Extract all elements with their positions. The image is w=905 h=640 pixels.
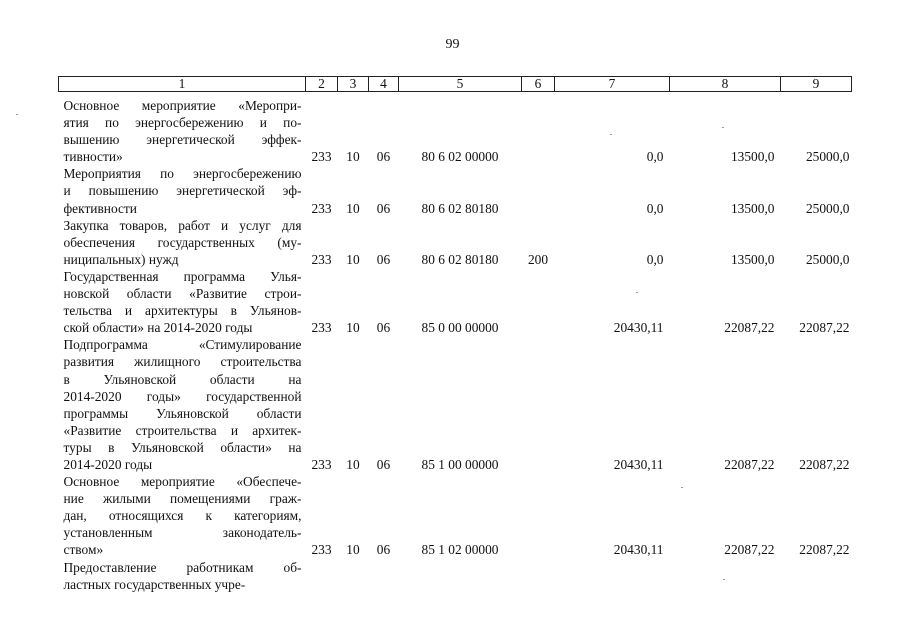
row-name-line: Подпрограмма «Стимулирование [63, 337, 302, 353]
row-name-line: 2014-2020 годы» государственной [63, 388, 302, 404]
scan-speck [636, 292, 638, 293]
cell-subsection: 06 [376, 456, 391, 472]
cell-subsection: 06 [376, 320, 391, 336]
row-name [59, 336, 306, 473]
page-number: 99 [445, 37, 460, 52]
cell-admin-code: 233 [311, 542, 332, 558]
row-name-line: Предоставление работникам об- [63, 559, 302, 575]
scan-speck [16, 114, 18, 115]
cell-admin-code: 233 [311, 200, 332, 216]
row-name [59, 217, 306, 268]
cell-target-article [399, 559, 522, 593]
cell-amount-col9 [781, 559, 852, 593]
cell-section: 10 [346, 200, 360, 216]
budget-table [58, 76, 852, 593]
table-row [59, 559, 852, 593]
row-name-line: ством» [63, 542, 104, 558]
row-name-line: и повышению энергетической эф- [63, 183, 302, 199]
cell-admin-code: 233 [311, 251, 332, 267]
cell-amount-col9: 22087,22 [799, 320, 850, 336]
column-header: 3 [338, 77, 369, 92]
cell-subsection: 06 [376, 542, 391, 558]
cell-target-article: 85 1 00 00000 [421, 456, 499, 472]
row-name-line: ниципальных) нужд [63, 251, 179, 267]
row-name [59, 165, 306, 216]
table-header-row [59, 77, 852, 92]
cell-target-article: 80 6 02 80180 [421, 251, 499, 267]
row-name-line: обеспечения государственных (му- [63, 234, 302, 250]
row-name [59, 559, 306, 593]
table-body [59, 92, 852, 593]
row-name-line: программы Ульяновской области [63, 405, 302, 421]
cell-amount-col9: 25000,0 [805, 149, 850, 165]
column-header: 8 [670, 77, 781, 92]
column-header: 2 [306, 77, 338, 92]
cell-section: 10 [346, 456, 360, 472]
row-name-line: развития жилищного строительства [63, 354, 302, 370]
cell-amount-col8 [670, 559, 781, 593]
cell-amount-col9: 25000,0 [805, 251, 850, 267]
cell-target-article: 80 6 02 00000 [421, 149, 499, 165]
row-name-line: «Развитие строительства и архитек- [63, 422, 302, 438]
cell-amount-col7 [555, 559, 670, 593]
row-name-line: Закупка товаров, работ и услуг для [63, 217, 302, 233]
cell-amount-col7: 20430,11 [613, 320, 664, 336]
cell-amount-col9: 25000,0 [805, 200, 850, 216]
row-name [59, 268, 306, 336]
cell-admin-code [306, 559, 338, 593]
cell-amount-col8: 22087,22 [724, 320, 775, 336]
cell-section: 10 [346, 251, 360, 267]
cell-amount-col7: 20430,11 [613, 542, 664, 558]
cell-amount-col8: 13500,0 [730, 200, 775, 216]
cell-target-article: 85 0 00 00000 [421, 320, 499, 336]
cell-expense-type [522, 92, 555, 166]
table-row [59, 473, 852, 558]
row-name-line: тивности» [63, 149, 123, 165]
row-name-line: в Ульяновской области на [63, 371, 302, 387]
cell-subsection: 06 [376, 251, 391, 267]
cell-section: 10 [346, 542, 360, 558]
row-name-line: вышению энергетической эффек- [63, 132, 302, 148]
scan-speck [610, 134, 612, 135]
row-name-line: ятия по энергосбережению и по- [63, 115, 302, 131]
row-name-line: Основное мероприятие «Обеспече- [63, 474, 302, 490]
cell-amount-col8: 22087,22 [724, 542, 775, 558]
row-name-line: новской области «Развитие строи- [63, 286, 302, 302]
cell-amount-col7: 0,0 [646, 149, 664, 165]
cell-subsection: 06 [376, 200, 391, 216]
cell-target-article: 80 6 02 80180 [421, 200, 499, 216]
row-name-line: туры в Ульяновской области» на [63, 439, 302, 455]
row-name-line: ластных государственных учре- [63, 576, 246, 592]
cell-amount-col8: 13500,0 [730, 149, 775, 165]
cell-amount-col7: 0,0 [646, 200, 664, 216]
scan-speck [723, 579, 725, 580]
column-header: 5 [399, 77, 522, 92]
cell-admin-code: 233 [311, 456, 332, 472]
scan-speck [681, 487, 683, 488]
table-row [59, 165, 852, 216]
column-header: 7 [555, 77, 670, 92]
cell-expense-type [522, 559, 555, 593]
scan-speck [722, 127, 724, 128]
row-name-line: Государственная программа Улья- [63, 268, 302, 284]
cell-amount-col9: 22087,22 [799, 456, 850, 472]
row-name [59, 92, 306, 166]
row-name-line: установленным законодатель- [63, 525, 302, 541]
row-name-line: ской области» на 2014-2020 годы [63, 320, 253, 336]
cell-amount-col8: 13500,0 [730, 251, 775, 267]
cell-expense-type: 200 [527, 251, 549, 267]
table-row [59, 217, 852, 268]
cell-section [338, 559, 369, 593]
row-name-line: фективности [63, 200, 137, 216]
row-name-line: ние жилыми помещениями граж- [63, 491, 302, 507]
row-name-line: Мероприятия по энергосбережению [63, 166, 302, 182]
cell-subsection: 06 [376, 149, 391, 165]
cell-admin-code: 233 [311, 320, 332, 336]
cell-amount-col8: 22087,22 [724, 456, 775, 472]
cell-amount-col7: 20430,11 [613, 456, 664, 472]
cell-target-article: 85 1 02 00000 [421, 542, 499, 558]
cell-section: 10 [346, 149, 360, 165]
column-header: 1 [59, 77, 306, 92]
table-row [59, 336, 852, 473]
row-name-line: дан, относящихся к категориям, [63, 508, 302, 524]
cell-amount-col9: 22087,22 [799, 542, 850, 558]
cell-admin-code: 233 [311, 149, 332, 165]
row-name-line: Основное мероприятие «Меропри- [63, 98, 302, 113]
table-row [59, 92, 852, 166]
column-header: 6 [522, 77, 555, 92]
cell-amount-col7: 0,0 [646, 251, 664, 267]
row-name-line: тельства и архитектуры в Ульянов- [63, 303, 302, 319]
row-name-line: 2014-2020 годы [63, 456, 153, 472]
cell-expense-type [522, 165, 555, 216]
cell-section: 10 [346, 320, 360, 336]
cell-expense-type [522, 268, 555, 336]
column-header: 4 [369, 77, 399, 92]
cell-subsection [369, 559, 399, 593]
row-name [59, 473, 306, 558]
column-header: 9 [781, 77, 852, 92]
cell-expense-type [522, 473, 555, 558]
cell-expense-type [522, 336, 555, 473]
table-row [59, 268, 852, 336]
